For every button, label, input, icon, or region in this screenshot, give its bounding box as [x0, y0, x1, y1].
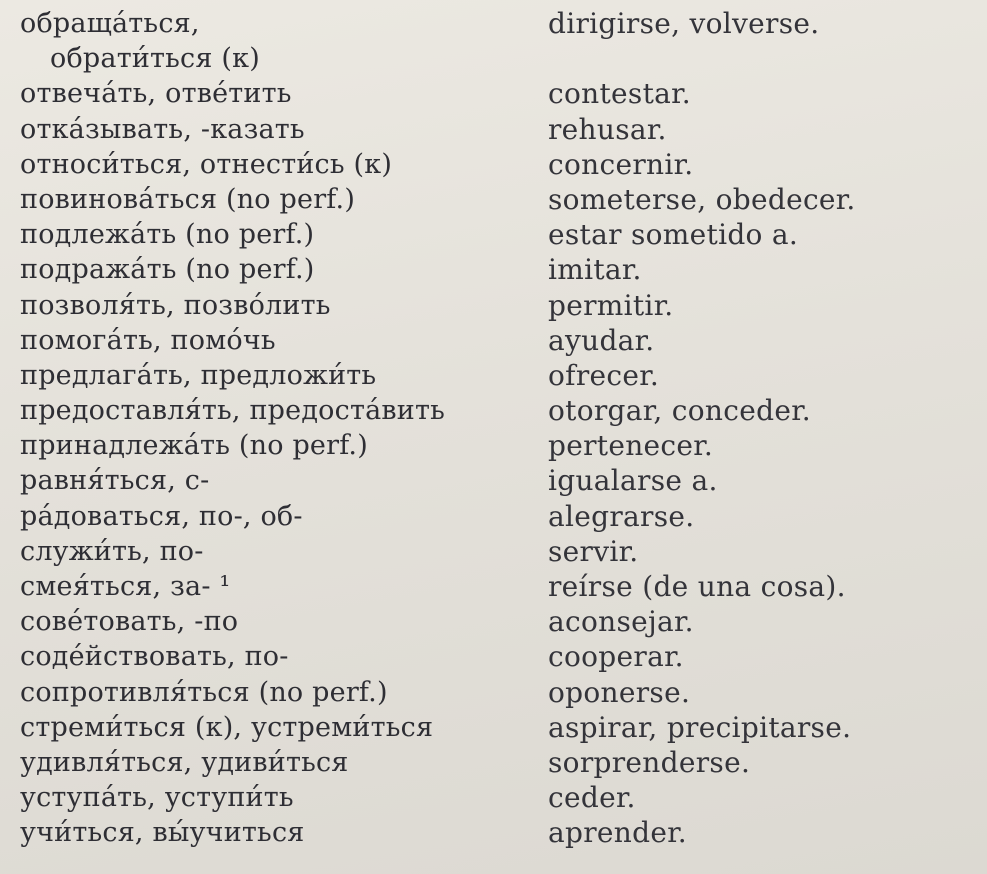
spanish-translation: igualarse a. [548, 464, 718, 498]
list-item [0, 463, 987, 498]
russian-verb: сове́товать, -по [20, 606, 239, 638]
russian-verb: уступа́ть, уступи́ть [20, 782, 294, 814]
russian-verb: подлежа́ть (no perf.) [20, 219, 315, 251]
spanish-translation: aprender. [548, 816, 688, 850]
spanish-translation: alegrarse. [548, 499, 695, 533]
list-item [0, 534, 987, 569]
russian-verb: обраща́ться, [20, 8, 200, 39]
russian-verb: предлага́ть, предложи́ть [20, 359, 377, 391]
list-item [0, 569, 987, 604]
list-item [0, 745, 987, 780]
list-item [0, 815, 987, 850]
spanish-translation: servir. [548, 534, 639, 568]
russian-verb: помога́ть, помо́чь [20, 324, 276, 356]
russian-verb: стреми́ться (к), устреми́ться [20, 711, 434, 743]
spanish-translation: aspirar, precipitarse. [548, 710, 852, 744]
spanish-translation: estar sometido a. [548, 218, 799, 252]
list-item [0, 217, 987, 252]
list-item [0, 428, 987, 463]
spanish-translation: cooperar. [548, 640, 684, 674]
russian-verb: учи́ться, вы́учиться [20, 817, 305, 849]
spanish-translation: sorprenderse. [548, 745, 751, 779]
list-item [0, 76, 987, 111]
spanish-translation: dirigirse, volverse. [548, 7, 820, 40]
spanish-translation: someterse, obedecer. [548, 182, 856, 216]
spanish-translation: concernir. [548, 147, 694, 181]
list-item [0, 323, 987, 358]
russian-verb: предоставля́ть, предоста́вить [20, 395, 446, 427]
spanish-translation: reírse (de una cosa). [548, 570, 846, 603]
spanish-translation: oponerse. [548, 675, 691, 709]
russian-verb: равня́ться, с- [20, 465, 210, 497]
russian-verb: ра́доваться, по-, об- [20, 500, 303, 532]
russian-verb: обрати́ться (к) [50, 43, 260, 75]
list-item [0, 358, 987, 393]
russian-verb: повинова́ться (no perf.) [20, 183, 356, 215]
list-item [0, 6, 987, 41]
list-item [0, 780, 987, 815]
spanish-translation: pertenecer. [548, 429, 714, 463]
russian-verb: смея́ться, за- ¹ [20, 571, 231, 602]
list-item [0, 675, 987, 710]
list-item [0, 288, 987, 323]
russian-verb: отвеча́ть, отве́тить [20, 78, 292, 110]
russian-verb: удивля́ться, удиви́ться [20, 746, 349, 778]
list-item [0, 604, 987, 639]
russian-verb: соде́йствовать, по- [20, 641, 289, 673]
spanish-translation: rehusar. [548, 112, 667, 146]
spanish-translation: permitir. [548, 288, 674, 322]
spanish-translation: ayudar. [548, 323, 655, 357]
russian-verb: принадлежа́ть (no perf.) [20, 430, 368, 462]
list-item [0, 252, 987, 287]
russian-verb: сопротивля́ться (no perf.) [20, 676, 388, 708]
list-item [0, 182, 987, 217]
list-item [0, 41, 987, 76]
spanish-translation: aconsejar. [548, 605, 694, 639]
list-item [0, 499, 987, 534]
russian-verb: служи́ть, по- [20, 535, 204, 567]
russian-verb: позволя́ть, позво́лить [20, 289, 331, 321]
spanish-translation: otorgar, conceder. [548, 394, 812, 428]
spanish-translation: ceder. [548, 781, 636, 815]
russian-verb: отка́зывать, -казать [20, 113, 305, 145]
list-item [0, 639, 987, 674]
spanish-translation: contestar. [548, 77, 691, 111]
list-item [0, 710, 987, 745]
list-item [0, 147, 987, 182]
russian-verb: относи́ться, отнести́сь (к) [20, 148, 393, 180]
vocabulary-list [0, 6, 987, 851]
spanish-translation: imitar. [548, 253, 642, 287]
list-item [0, 393, 987, 428]
spanish-translation: ofrecer. [548, 358, 660, 392]
russian-verb: подража́ть (no perf.) [20, 254, 315, 286]
list-item [0, 112, 987, 147]
